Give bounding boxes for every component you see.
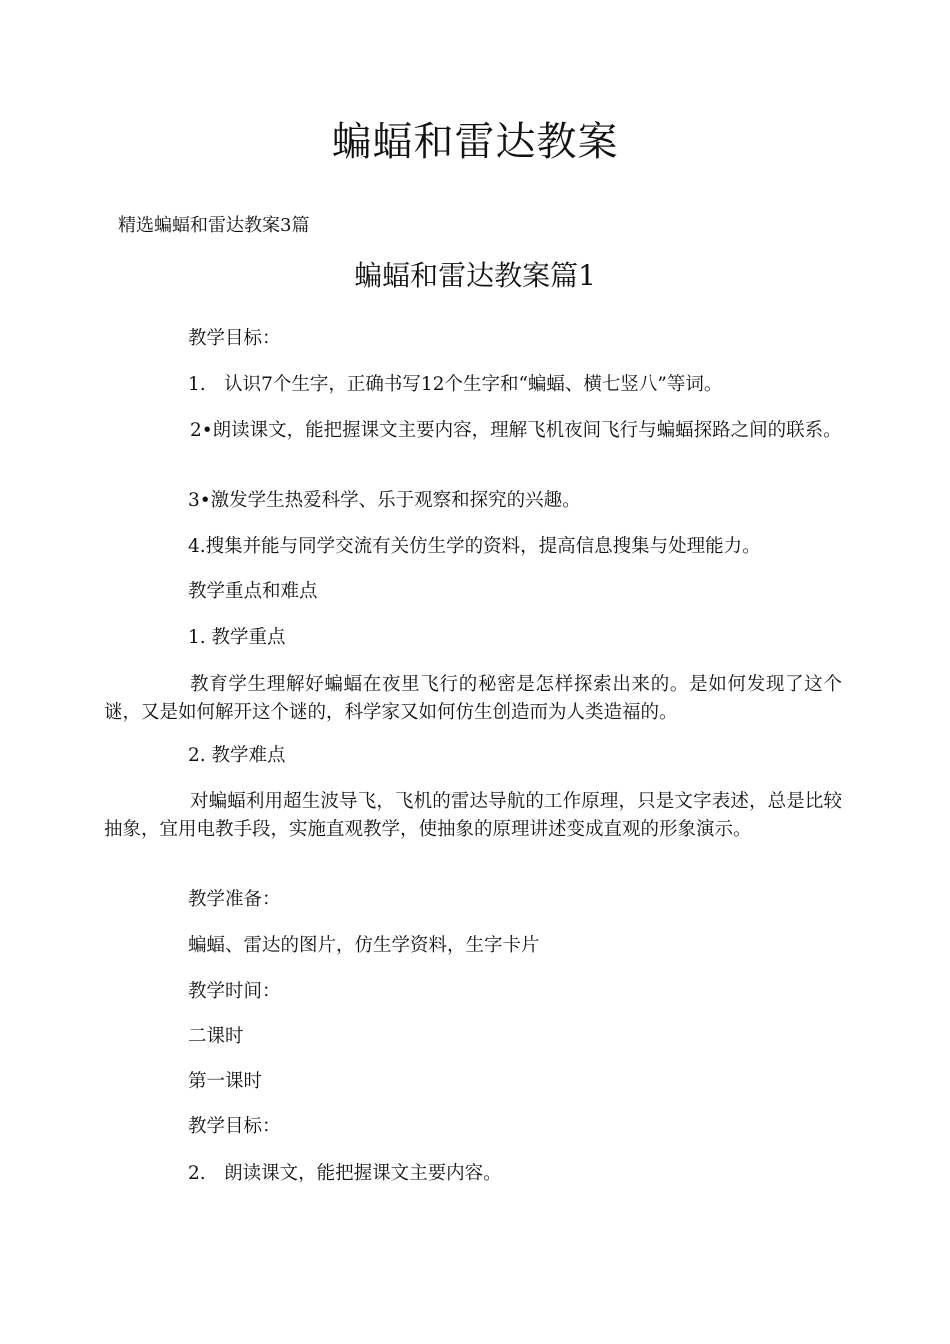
- paragraph: 教学目标：: [188, 328, 281, 349]
- paragraph: 1. 认识7个生字，正确书写12个生字和“蝙蝠、横七竖八”等词。: [188, 374, 723, 395]
- document-subtitle: 精选蝙蝠和雷达教案3篇: [118, 215, 310, 236]
- paragraph: 3•激发学生热爱科学、乐于观察和探究的兴趣。: [188, 490, 581, 511]
- section-heading: 蝙蝠和雷达教案篇1: [354, 259, 596, 292]
- paragraph: 二课时: [188, 1026, 244, 1047]
- paragraph: 2•朗读课文，能把握课文主要内容，理解飞机夜间飞行与蝙蝠探路之间的联系。: [190, 420, 842, 441]
- paragraph: 教学目标：: [188, 1116, 281, 1137]
- paragraph: 教育学生理解好蝙蝠在夜里飞行的秘密是怎样探索出来的。是如何发现了这个谜，又是如何解开这个谜的，科学家又如何仿生创造而为人类造福的。: [104, 674, 842, 723]
- paragraph: 4.搜集并能与同学交流有关仿生学的资料，提高信息搜集与处理能力。: [188, 536, 761, 557]
- paragraph: 2. 教学难点: [188, 745, 286, 766]
- paragraph: 蝙蝠、雷达的图片，仿生学资料，生字卡片: [188, 935, 540, 956]
- paragraph: 2. 朗读课文，能把握课文主要内容。: [188, 1163, 502, 1184]
- paragraph: 教学时间：: [188, 981, 281, 1002]
- paragraph: 教学准备：: [188, 889, 281, 910]
- paragraph: 对蝙蝠利用超生波导飞，飞机的雷达导航的工作原理，只是文字表述，总是比较抽象，宜用电教手段，实施直观教学，使抽象的原理讲述变成直观的形象演示。: [104, 791, 842, 840]
- document-title: 蝙蝠和雷达教案: [331, 119, 619, 165]
- paragraph: 教学重点和难点: [188, 581, 318, 602]
- paragraph: 第一课时: [188, 1071, 263, 1092]
- paragraph: 1. 教学重点: [188, 627, 286, 648]
